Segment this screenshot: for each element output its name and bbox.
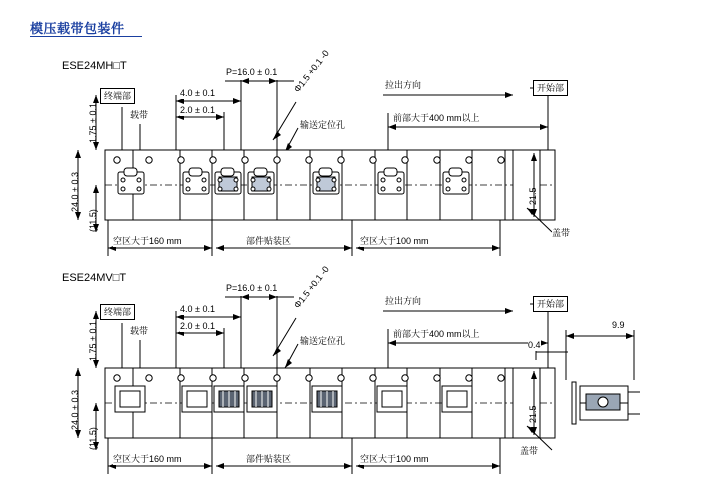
start-end-label-2: 开始部 bbox=[533, 296, 568, 312]
tail-end-label-1: 终端部 bbox=[100, 88, 135, 104]
dim-24-label-1: 24.0 ± 0.3 bbox=[70, 172, 80, 212]
side-dim-99-label: 9.9 bbox=[612, 320, 625, 330]
empty-right-label-2: 空区大于100 mm bbox=[360, 454, 429, 464]
cover-tape-label-2: 盖带 bbox=[520, 446, 539, 456]
feed-hole-label-1: 输送定位孔 bbox=[300, 120, 346, 130]
empty-left-label-1: 空区大于160 mm bbox=[113, 236, 182, 246]
cover-tape-label-1: 盖带 bbox=[552, 228, 571, 238]
dim-24-label-2: 24.0 ± 0.3 bbox=[70, 390, 80, 430]
page-title: 模压载带包装件 bbox=[30, 21, 125, 36]
carrier-tape-label-2: 载带 bbox=[130, 326, 149, 336]
pitch-label-2: P=16.0 ± 0.1 bbox=[226, 283, 278, 293]
empty-right-label-1: 空区大于100 mm bbox=[360, 236, 429, 246]
part-number-2: ESE24MV□T bbox=[62, 272, 127, 284]
dim-115-label-1: (11.5) bbox=[88, 209, 98, 232]
pull-direction-label-2: 拉出方向 bbox=[385, 296, 422, 306]
dim-215-label-1: 21.5 bbox=[528, 187, 538, 205]
dim-175-label-2: 1.75 ± 0.1 bbox=[88, 321, 98, 361]
pitch-label-1: P=16.0 ± 0.1 bbox=[226, 67, 278, 77]
hole-dia-label-1: Φ1.5 +0.1 -0 bbox=[292, 48, 331, 95]
dim-4-label-1: 4.0 ± 0.1 bbox=[180, 88, 215, 98]
dim-175-label-1: 1.75 ± 0.1 bbox=[88, 103, 98, 143]
tail-end-label-2: 终端部 bbox=[100, 304, 135, 320]
dim-4-label-2: 4.0 ± 0.1 bbox=[180, 304, 215, 314]
front-length-label-2: 前部大于400 mm以上 bbox=[393, 329, 480, 339]
mount-area-label-1: 部件贴装区 bbox=[246, 236, 292, 246]
mount-area-label-2: 部件贴装区 bbox=[246, 454, 292, 464]
dim-115-label-2: (11.5) bbox=[88, 427, 98, 450]
side-dim-04-label: 0.4 bbox=[528, 340, 541, 350]
hole-dia-label-2: Φ1.5 +0.1 -0 bbox=[292, 264, 331, 311]
part-number-1: ESE24MH□T bbox=[62, 60, 127, 72]
pull-direction-label-1: 拉出方向 bbox=[385, 80, 422, 90]
feed-hole-label-2: 输送定位孔 bbox=[300, 336, 346, 346]
front-length-label-1: 前部大于400 mm以上 bbox=[393, 113, 480, 123]
dim-2-label-2: 2.0 ± 0.1 bbox=[180, 321, 215, 331]
carrier-tape-label-1: 载带 bbox=[130, 110, 149, 120]
dim-215-label-2: 21.5 bbox=[528, 405, 538, 423]
start-end-label-1: 开始部 bbox=[533, 80, 568, 96]
empty-left-label-2: 空区大于160 mm bbox=[113, 454, 182, 464]
dim-2-label-1: 2.0 ± 0.1 bbox=[180, 105, 215, 115]
